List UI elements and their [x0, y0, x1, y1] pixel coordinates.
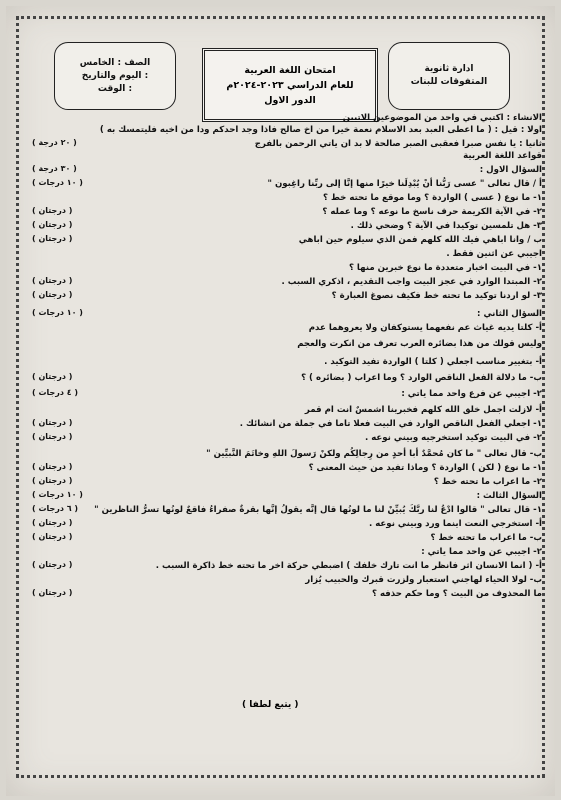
score-mark: ( درجتان )	[32, 234, 73, 243]
score-mark: ( ١٠ درجات )	[32, 308, 83, 317]
score-mark: ( ١٠ درجات )	[32, 490, 83, 499]
exam-line: ١- ما نوع ( عسى ) الواردة ؟ وما موقع ما تحته خط ؟	[323, 193, 542, 203]
score-mark: ( ٦ درجات )	[32, 504, 79, 513]
exam-line: قواعد اللغة العربية	[463, 151, 542, 161]
exam-line: ما المحذوف من البيت ؟ وما حكم حذفه ؟	[371, 589, 542, 599]
exam-line: أ- استخرجي النعت اينما ورد وبيني نوعه .	[368, 519, 542, 529]
exam-line: ب- ما دلالة الفعل الناقص الوارد ؟ وما اعراب ( بضائره ) ؟	[301, 373, 542, 383]
score-mark: ( درجتان )	[32, 588, 73, 597]
exam-line: ٣- لو اردنا توكيد ما تحته خط فكيف نصوغ العبارة ؟	[331, 291, 542, 301]
score-mark: ( درجتان )	[32, 276, 73, 285]
exam-year: للعام الدراسي ٢٠٢٣-٢٠٢٤م	[226, 79, 354, 91]
exam-line: أ- ( انما الانسان اثر فانظر ما انت تارك خلفك ) اضبطي حركة اخر ما تحته خط ذاكرة السبب .	[155, 561, 542, 571]
exam-line: ب- لولا الحياء لهاجني استعبار ولزرت قبرك والحبيب يُزار	[305, 575, 542, 585]
class-line: الصف : الخامس	[79, 57, 151, 68]
exam-line: السؤال الاول :	[479, 165, 542, 175]
score-mark: ( درجتان )	[32, 432, 73, 441]
exam-title-box	[202, 48, 378, 122]
score-mark: ( درجتان )	[32, 462, 73, 471]
exam-line: اجيبي عن اثنين فقط .	[446, 249, 542, 259]
date-line: اليوم والتاريخ :	[81, 70, 149, 81]
exam-line: ثانيا : يا نفس صبرا فعقبى الصبر صالحة لا بد ان ياتي الرحمن بالفرج	[254, 139, 542, 149]
time-line: الوقت :	[97, 83, 133, 94]
exam-line: ١- اجعلي الفعل الناقص الوارد في البيت فعلا تاما في جملة من انشائك .	[239, 419, 542, 429]
score-mark: ( درجتان )	[32, 220, 73, 229]
exam-line: أ- كلتا يديه غياث عم نفعهما يستوكفان ولا يعروهما عدم	[308, 323, 542, 333]
score-mark: ( ٣٠ درجة )	[32, 164, 77, 173]
exam-line: أ / قال تعالى " عسى رَبُّنا أنْ يُبْدِلَنا خيرًا منها إنَّا إلى ربِّنا راغِبون "	[267, 179, 542, 189]
exam-line: الانشاء : اكتبي في واحد من الموضوعين الاتيين	[342, 113, 542, 123]
exam-line: ١- في البيت اخبار متعددة ما نوع خبرين منها ؟	[348, 263, 542, 273]
exam-line: وليس قولك من هذا بضائره العرب تعرف من انكرت والعجم	[297, 339, 542, 349]
exam-line: أ- بتغيير مناسب اجعلي ( كلتا ) الواردة تفيد التوكيد .	[324, 357, 542, 367]
exam-line: ٢- المبتدا الوارد في عجز البيت واجب التقديم ، اذكري السبب .	[281, 277, 542, 287]
score-mark: ( ١٠ درجات )	[32, 178, 83, 187]
school-box	[388, 42, 510, 110]
school-line: المتفوقات للبنات	[410, 77, 488, 87]
score-mark: ( ٢٠ درجة )	[32, 138, 77, 147]
score-mark: ( درجتان )	[32, 560, 73, 569]
exam-line: ٢- ما اعراب ما تحته خط ؟	[433, 477, 542, 487]
exam-line: ٢- في البيت توكيد استخرجيه وبيني نوعه .	[364, 433, 542, 443]
exam-line: اولا : قيل : ( ما اعطى العبد بعد الاسلام نعمة خيرا من اخ صالح فاذا وجد احدكم ودا من اخيه فليتمسك به )	[99, 125, 542, 135]
exam-title: امتحان اللغة العربية	[244, 64, 336, 76]
school-line: ادارة ثانوية	[424, 64, 474, 74]
score-mark: ( ٤ درجات )	[32, 388, 79, 397]
exam-line: أ- لازلت اجمل خلق الله كلهم فخبرينا اشمسٌ انت ام قمر	[304, 405, 542, 415]
score-mark: ( درجتان )	[32, 532, 73, 541]
exam-line: ٢- في الآية الكريمة حرف ناسخ ما نوعه ؟ وما عمله ؟	[322, 207, 542, 217]
score-mark: ( درجتان )	[32, 372, 73, 381]
exam-line: ب / وانا اباهي فيك الله كلهم فمن الذي سيلوم حين اباهي	[298, 235, 542, 245]
score-mark: ( درجتان )	[32, 518, 73, 527]
exam-line: ٢- اجيبي عن واحد مما ياتي :	[421, 547, 542, 557]
exam-round: الدور الاول	[264, 94, 316, 106]
score-mark: ( درجتان )	[32, 476, 73, 485]
continue-note: ( يتبع لطفا )	[242, 700, 299, 710]
exam-line: ب- قال تعالى " ما كان مُحمَّدٌ أبا أحدٍ من رِجالِكُم ولكنْ رَسولَ اللهِ وخاتَمَ النَّبيِّين "	[206, 449, 542, 459]
exam-line: السؤال الثالث :	[476, 491, 542, 501]
exam-line: ١- ما نوع ( لكن ) الواردة ؟ وماذا تفيد من حيث المعنى ؟	[308, 463, 542, 473]
exam-line: ب- ما اعراب ما تحته خط ؟	[430, 533, 542, 543]
exam-line: ٣- هل تلمسين توكيدا في الآية ؟ وضحي ذلك .	[350, 221, 542, 231]
exam-line: السؤال الثاني :	[477, 309, 542, 319]
score-mark: ( درجتان )	[32, 418, 73, 427]
class-info-box	[54, 42, 176, 110]
exam-sheet	[6, 6, 555, 796]
exam-line: ١- قال تعالى " قالوا ادْعُ لنا ربَّكَ يُبيِّنْ لنا ما لونُها قال إنَّه يقولُ إنَّها بقرةٌ صفراءُ فاقعٌ لونُها تسرُّ الناظرين "	[94, 505, 542, 515]
score-mark: ( درجتان )	[32, 290, 73, 299]
score-mark: ( درجتان )	[32, 206, 73, 215]
exam-line: ٢- اجيبي عن فرع واحد مما ياتي :	[401, 389, 542, 399]
